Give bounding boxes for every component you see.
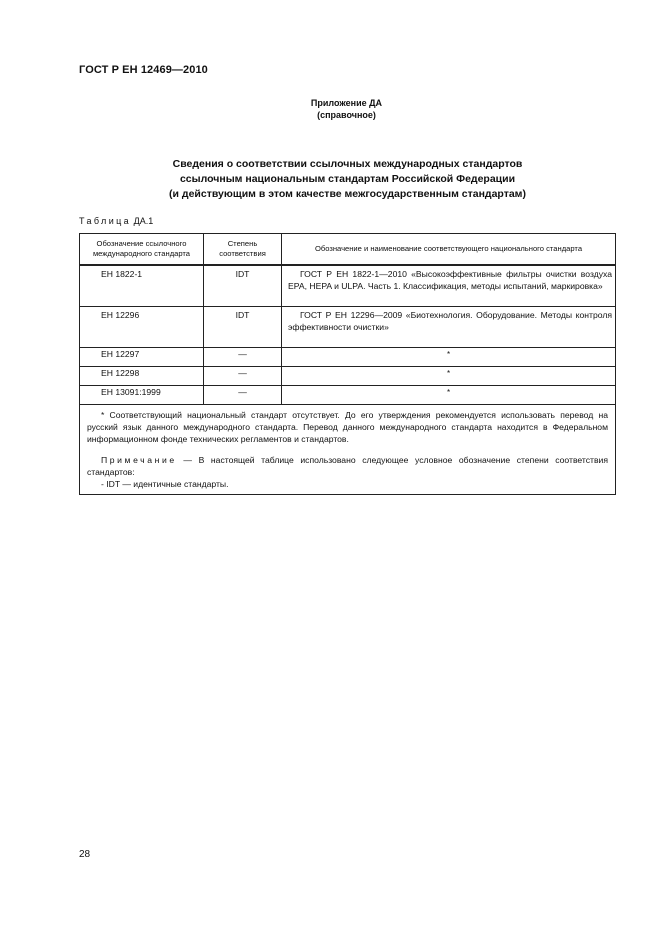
cell-national-text: ГОСТ Р ЕН 12296—2009 «Биотехнология. Оборудование. Методы контроля эффективности очистки»	[288, 310, 612, 332]
cell-national-text: ГОСТ Р ЕН 1822-1—2010 «Высокоэффективные фильтры очистки воздуха ЕРА, HEPA и ULPA. Часть 1. Классификация, методы испытаний, маркировка»	[288, 269, 612, 291]
cell-degree: —	[204, 367, 282, 386]
document-code: ГОСТ Р ЕН 12469—2010	[79, 64, 208, 76]
cell-national	[282, 307, 616, 348]
heading-line-3: (и действующим в этом качестве межгосударственным стандартам)	[169, 188, 526, 200]
column-header-national: Обозначение и наименование соответствующего национального стандарта	[282, 234, 616, 266]
cell-degree: IDT	[204, 307, 282, 348]
cell-intl: ЕН 1822-1	[80, 265, 204, 307]
cell-national: *	[282, 386, 616, 405]
table-row	[80, 265, 616, 307]
cell-national: *	[282, 367, 616, 386]
table-footer-row	[80, 405, 616, 495]
section-heading	[79, 157, 616, 202]
cell-degree: —	[204, 348, 282, 367]
appendix-subtitle: (справочное)	[317, 110, 376, 120]
cell-intl: ЕН 12296	[80, 307, 204, 348]
cell-intl: ЕН 12297	[80, 348, 204, 367]
table-caption	[79, 216, 153, 226]
cell-degree: —	[204, 386, 282, 405]
table-row	[80, 386, 616, 405]
heading-line-1: Сведения о соответствии ссылочных международных стандартов	[172, 158, 523, 170]
note-label: Примечание	[101, 455, 177, 465]
note-paragraph	[87, 454, 608, 478]
table-caption-word: Таблица	[79, 216, 132, 226]
heading-line-2: ссылочным национальным стандартам Российской Федерации	[179, 173, 516, 185]
cell-national	[282, 265, 616, 307]
column-header-intl: Обозначение ссылочного международного стандарта	[80, 234, 204, 266]
standards-table	[79, 233, 616, 495]
column-header-degree: Степень соответствия	[204, 234, 282, 266]
table-row	[80, 367, 616, 386]
page-number: 28	[79, 849, 91, 860]
note-item: - IDT — идентичные стандарты.	[101, 479, 229, 489]
cell-intl: ЕН 12298	[80, 367, 204, 386]
cell-national: *	[282, 348, 616, 367]
appendix-title: Приложение ДА	[310, 98, 383, 108]
note-text: — В настоящей таблице использовано следующее условное обозначение степени соответствия стандартов:	[87, 455, 609, 477]
cell-degree: IDT	[204, 265, 282, 307]
table-caption-number: ДА.1	[133, 216, 154, 226]
cell-intl: ЕН 13091:1999	[80, 386, 204, 405]
table-row	[80, 348, 616, 367]
table-row	[80, 307, 616, 348]
table-header-row	[80, 234, 616, 266]
table-footer	[80, 405, 616, 495]
appendix-block	[0, 97, 661, 121]
footnote-text: * Соответствующий национальный стандарт отсутствует. До его утверждения рекомендуется использовать перевод на русский язык данного международного стандарта. Перевод данного международного стандарта находится в Федеральном информационном фонде технических регламентов и стандартов.	[87, 410, 608, 444]
